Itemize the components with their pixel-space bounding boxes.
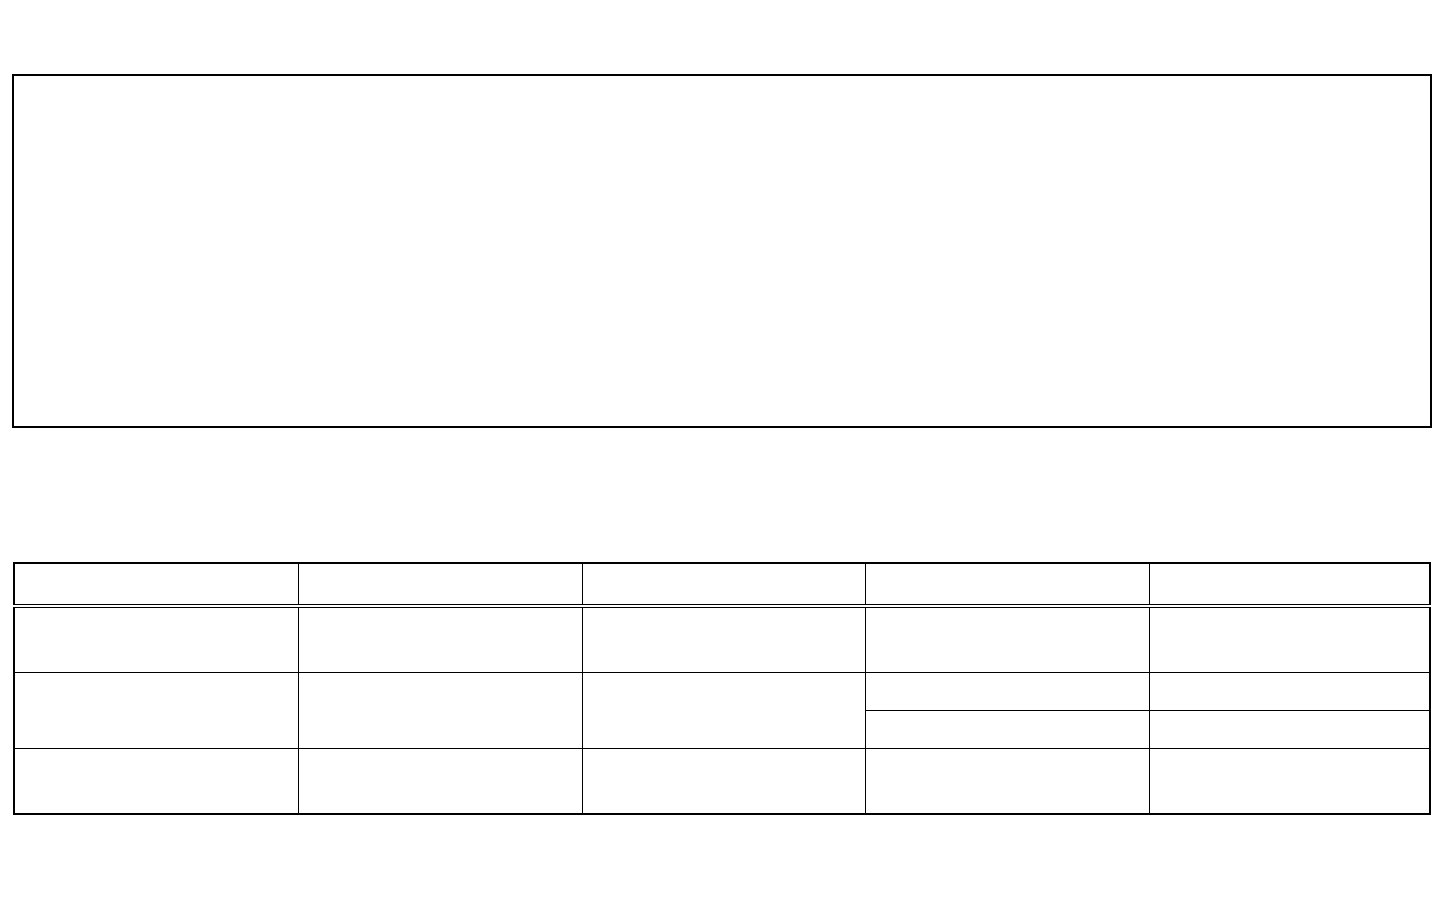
- cell-wiring: [299, 606, 583, 672]
- header-specified-condition: [1149, 563, 1430, 606]
- cell-description: [582, 672, 866, 748]
- cell-terminal: [14, 672, 299, 748]
- header-terminal-description: [582, 563, 866, 606]
- cell-description: [582, 748, 866, 814]
- cell-description: [582, 606, 866, 672]
- connector-diagram: [12, 74, 1432, 428]
- table-header-row: [14, 563, 1430, 606]
- specification-table: [13, 562, 1431, 815]
- cell-condition: [866, 710, 1150, 748]
- table-row: [14, 748, 1430, 814]
- cell-condition: [866, 606, 1150, 672]
- cell-condition: [866, 672, 1150, 710]
- cell-specified: [1149, 606, 1430, 672]
- cell-wiring: [299, 748, 583, 814]
- table-row: [14, 606, 1430, 672]
- header-wiring-color: [299, 563, 583, 606]
- cell-specified: [1149, 748, 1430, 814]
- cell-terminal: [14, 748, 299, 814]
- header-condition: [866, 563, 1150, 606]
- cell-wiring: [299, 672, 583, 748]
- cell-terminal: [14, 606, 299, 672]
- cell-specified: [1149, 710, 1430, 748]
- cell-specified: [1149, 672, 1430, 710]
- connector-diagram-svg: [14, 76, 1430, 426]
- header-terminal: [14, 563, 299, 606]
- table-row: [14, 672, 1430, 710]
- cell-condition: [866, 748, 1150, 814]
